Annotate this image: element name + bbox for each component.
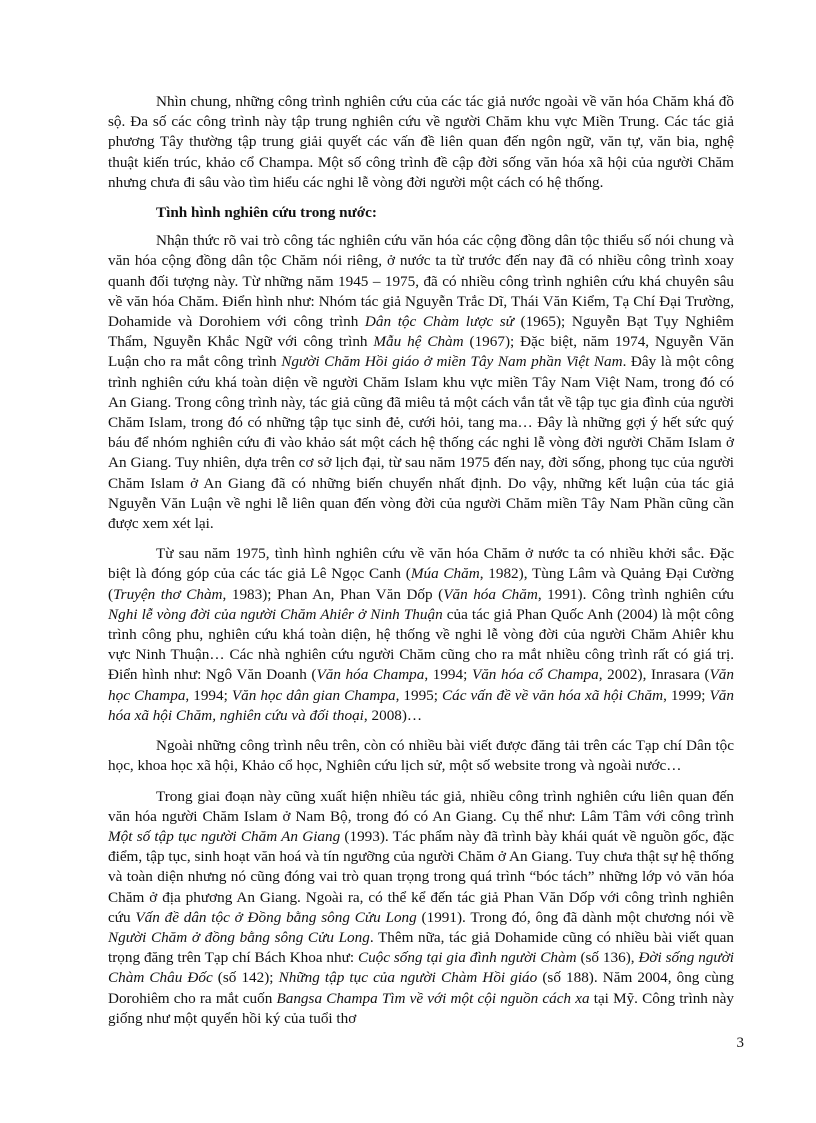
document-body [108, 92, 734, 1039]
italic-title: Mẫu hệ Chàm [373, 333, 464, 351]
italic-title: Người Chăm Hồi giáo ở miền Tây Nam phần Việt Nam [281, 353, 623, 371]
italic-title: Bangsa Champa Tìm về với một cội nguồn cách xa [276, 989, 590, 1007]
text-run: , 1999; [663, 686, 710, 704]
italic-title: Dân tộc Chàm lược sử [364, 313, 514, 331]
text-run: , 2002), Inrasara ( [598, 666, 710, 684]
text-run: , 1995; [395, 686, 443, 704]
italic-title: Múa Chăm [410, 565, 480, 583]
text-run: (số 136), [576, 949, 639, 967]
paragraph-p2 [108, 231, 734, 534]
text-run: (1965); Nguyễn Bạt Tụy Nghiêm Thẩm, Nguyễn Khắc Ngữ với công trình [108, 313, 734, 351]
text-run: Nhận thức rõ vai trò công tác nghiên cứu văn hóa các cộng đồng dân tộc thiểu số nói chung và văn hóa cộng đồng dân tộc Chăm nói riêng, ở nước ta từ trước đến nay đã có nhiều công trình xoay quanh đối tượng này. Từ những năm 1945 – 1975, đã có nhiều công trình nghiên cứu khá chuyên sâu về văn hóa Chăm. Điển hình như: Nhóm tác giả Nguyễn Trắc Dĩ, Thái Văn Kiểm, Tạ Chí Đại Trường, Dohamide và Dorohiem với công trình [108, 232, 734, 331]
italic-title: Cuộc sống tại gia đình người Chàm [357, 949, 577, 967]
italic-title: Người Chăm ở đồng bằng sông Cửu Long [108, 928, 370, 946]
italic-title: Văn hóa Champa [316, 666, 425, 684]
text-run: (1967); Đặc biệt, năm 1974, Nguyễn Văn Luận cho ra mắt công trình [108, 333, 734, 371]
text-run: (số 142); [212, 969, 279, 987]
text-run: , 1994; [424, 666, 472, 684]
text-run: , 1991). Công trình nghiên cứu [537, 585, 734, 603]
text-run: (1993). Tác phẩm này đã trình bày khái quát về nguồn gốc, đặc điểm, tập tục, sinh hoạt văn hoá và tín ngưỡng của người Chăm ở An Giang. Tuy chưa thật sự hệ thống và toàn diện nhưng nó cũng đóng vai trò quan trọng trong quá trình “bóc tách” những lớp vỏ văn hóa Chăm ở địa phương An Giang. Ngoài ra, có thể kể đến tác giả Phan Văn Dốp với công trình nghiên cứu [108, 827, 734, 926]
paragraph-p1 [108, 92, 734, 193]
text-run: (1991). Trong đó, ông đã dành một chương nói về [416, 908, 734, 926]
text-run: . Đây là một công trình nghiên cứu khá toàn diện về người Chăm Islam khu vực miền Tây Nam Việt Nam, trong đó có An Giang. Trong công trình này, tác giả cũng đã miêu tả một cách vắn tắt về tập tục gia đình của người Chăm Islam, trong đó có những tập tục sinh đẻ, cưới hỏi, tang ma… Đây là những gợi ý hết sức quý báu để nhóm nghiên cứu đi vào khảo sát một cách hệ thống các nghi lễ vòng đời người Chăm Islam ở An Giang. Tuy nhiên, dựa trên cơ sở lịch đại, từ sau năm 1975 đến nay, đời sống, phong tục của người Chăm Islam ở An Giang đã có những biến chuyển nhất định. Do vậy, những kết luận của tác giả Nguyễn Văn Luận về nghi lễ liên quan đến vòng đời của người Chăm miền Tây Nam Phần cũng cần được xem xét lại. [108, 353, 734, 533]
paragraph-p4 [108, 736, 734, 776]
text-run: , 1983); Phan An, Phan Văn Dốp ( [222, 585, 444, 603]
page-number: 3 [736, 1035, 744, 1051]
text-run: , 1982), Tùng Lâm và Quảng Đại Cường ( [108, 565, 735, 603]
paragraph-p3 [108, 544, 734, 726]
italic-title: Văn học Champa [108, 666, 734, 704]
italic-title: Một số tập tục người Chăm An Giang [108, 827, 341, 845]
italic-title: Văn hóa cổ Champa [471, 666, 599, 684]
text-run: tại Mỹ. Công trình này giống như một quyển hồi ký của tuổi thơ [108, 989, 735, 1027]
italic-title: Văn hóa Chăm [443, 585, 538, 603]
italic-title: Các vấn đề về văn hóa xã hội Chăm [442, 686, 664, 704]
text-run: (số 188). Năm 2004, ông cùng Dorohiêm cho ra mắt cuốn [108, 969, 735, 1007]
text-run: , 2008)… [363, 706, 423, 724]
text-run: . Thêm nữa, tác giả Dohamide cũng có nhiều bài viết quan trọng đăng trên Tạp chí Bách Khoa như: [108, 928, 735, 967]
text-run: Từ sau năm 1975, tình hình nghiên cứu về văn hóa Chăm ở nước ta có nhiều khởi sắc. Đặc biệt là đóng góp của các tác giả Lê Ngọc Canh ( [108, 545, 734, 583]
text-run: , 1994; [185, 686, 232, 704]
paragraph-p5 [108, 787, 734, 1029]
text-run: Ngoài những công trình nêu trên, còn có nhiều bài viết được đăng tải trên các Tạp chí Dân tộc học, khoa học xã hội, Khảo cổ học, Nghiên cứu lịch sử, một số website trong và ngoài nước… [108, 737, 734, 775]
italic-title: Truyện thơ Chàm [113, 585, 223, 603]
text-run: Nhìn chung, những công trình nghiên cứu của các tác giả nước ngoài về văn hóa Chăm khá đồ sộ. Đa số các công trình này tập trung nghiên cứu về người Chăm khu vực Miền Trung. Các tác giả phương Tây thường tập trung giải quyết các vấn đề liên quan đến ngôn ngữ, văn tự, văn bia, nghệ thuật kiến trúc, khảo cổ Champa. Một số công trình đề cập đời sống văn hóa xã hội của người Chăm nhưng chưa đi sâu vào tìm hiểu các nghi lễ vòng đời người một cách có hệ thống. [108, 93, 734, 191]
section-heading [108, 203, 734, 223]
text-run: của tác giả Phan Quốc Anh (2004) là một công trình công phu, nghiên cứu khá toàn diện, hệ thống về nghi lễ vòng đời của người Chăm Ahiêr khu vực Ninh Thuận… Các nhà nghiên cứu người Chăm cũng cho ra mắt nhiều công trình rất có giá trị. Điển hình như: Ngô Văn Doanh ( [108, 605, 734, 684]
italic-title: Văn học dân gian Champa [231, 686, 396, 704]
italic-title: Những tập tục của người Chàm Hồi giáo [278, 969, 538, 987]
italic-title: Nghi lễ vòng đời của người Chăm Ahiêr ở Ninh Thuận [108, 605, 443, 623]
italic-title: Vấn đề dân tộc ở Đồng bằng sông Cửu Long [135, 908, 417, 926]
text-run: Trong giai đoạn này cũng xuất hiện nhiều tác giả, nhiều công trình nghiên cứu liên quan đến văn hóa người Chăm Islam ở Nam Bộ, trong đó có An Giang. Cụ thể như: Lâm Tâm với công trình [108, 787, 734, 825]
italic-title: Đời sống người Chàm Châu Đốc [108, 949, 735, 987]
italic-title: Văn hóa xã hội Chăm, nghiên cứu và đối thoại [108, 686, 734, 724]
text-run: Tình hình nghiên cứu trong nước: [156, 204, 377, 222]
